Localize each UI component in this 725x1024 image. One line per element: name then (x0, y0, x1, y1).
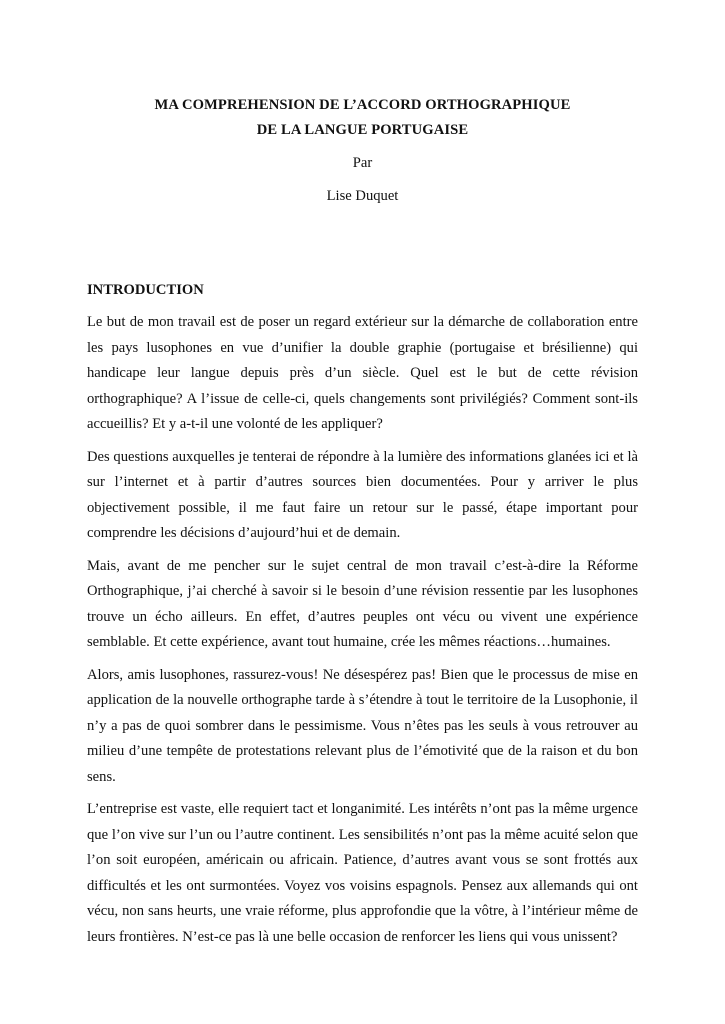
author-name: Lise Duquet (326, 188, 399, 204)
document-title-line-2: DE LA LANGUE PORTUGAISE (256, 122, 469, 138)
paragraph-3: Mais, avant de me pencher sur le sujet central de mon travail c’est-à-dire la Réforme Orthographique, j’ai cherché à savoir si le besoin d’une révision ressentie par les lusophones trouve un écho ailleurs. En effet, d’autres peuples ont vécu ou vivent une expérience semblable. Et cette expérience, avant tout humaine, crée les mêmes réactions…humaines. (87, 557, 638, 650)
section-heading-introduction: INTRODUCTION (87, 282, 204, 298)
paragraph-1: Le but de mon travail est de poser un regard extérieur sur la démarche de collaboration entre les pays lusophones en vue d’unifier la double graphie (portugaise et brésilienne) qui handicape leur langue depuis près d’un siècle. Quel est le but de cette révision orthographique? A l’issue de celle-ci, quels changements sont privilégiés? Comment sont-ils accueillis? Et y a-t-il une volonté de les appliquer? (87, 314, 638, 432)
document-body (87, 278, 638, 957)
paragraph-4: Alors, amis lusophones, rassurez-vous! Ne désespérez pas! Bien que le processus de mise en application de la nouvelle orthographe tarde à s’étendre à tout le territoire de la Lusophonie, il n’y a pas de quoi sombrer dans le pessimisme. Vous n’êtes pas les seuls à vous retrouver au milieu d’une tempête de protestations relevant plus de l’émotivité que de la raison et du bon sens. (87, 666, 638, 785)
document-title-line-1: MA COMPREHENSION DE L’ACCORD ORTHOGRAPHIQUE (154, 97, 571, 113)
paragraph-5: L’entreprise est vaste, elle requiert tact et longanimité. Les intérêts n’ont pas la même urgence que l’on vive sur l’un ou l’autre continent. Les sensibilités n’ont pas la même acuité selon que l’on soit européen, américain ou africain. Patience, d’autres avant vous se sont frottés aux difficultés et les ont surmontées. Voyez vos voisins espagnols. Pensez aux allemands qui ont vécu, non sans heurts, une vraie réforme, plus approfondie que la vôtre, à l’intérieur même de leurs frontières. N’est-ce pas là une belle occasion de renforcer les liens qui vous unissent? (87, 801, 638, 945)
paragraph-2: Des questions auxquelles je tenterai de répondre à la lumière des informations glanées ici et là sur l’internet et à partir d’autres sources bien documentées. Pour y arriver le plus objectivement possible, il me faut faire un retour sur le passé, étape important pour comprendre les décisions d’aujourd’hui et de demain. (87, 448, 638, 541)
by-label: Par (352, 155, 373, 171)
title-block (0, 93, 725, 209)
